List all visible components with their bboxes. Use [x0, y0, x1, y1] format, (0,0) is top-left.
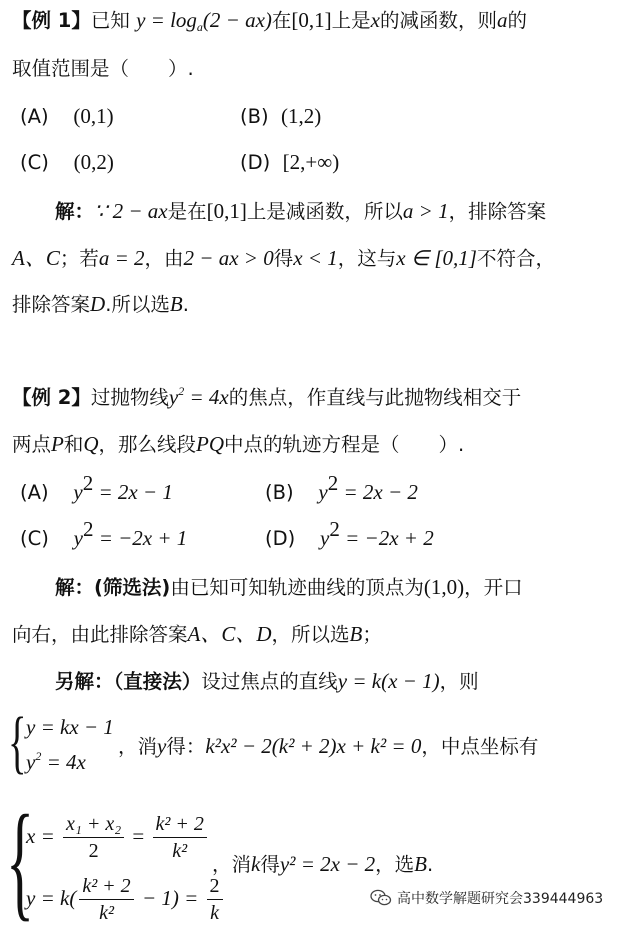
ex1-interval: [0,1]: [291, 8, 332, 32]
ex2-option-a: (A) $y^2 = 2x - 1$: [20, 471, 173, 504]
ex2-option-c: (C) $y^2 = -2x + 1$: [20, 517, 188, 550]
ex1-option-a: (A) (0,1): [20, 104, 114, 128]
ex1-tag: 【例 1】: [12, 9, 91, 32]
ex1-function: $y = \log_a(2 - ax)$: [136, 8, 272, 34]
watermark-text: 高中数学解题研究会339444963: [397, 891, 604, 907]
ex2-stem-line1: 【例 2】过抛物线$y^2 = 4x$的焦点，作直线与此抛物线相交于: [12, 384, 522, 409]
ex1-stem-line2: 取值范围是（ ）.: [12, 57, 194, 80]
ex1-solution-line2: A、C；若a = 2，由2 − ax > 0得x < 1，这与x ∈ [0,1]不符合，: [12, 246, 555, 270]
ex1-solution-head: 解：: [55, 200, 95, 223]
ex2-elimination-line: ，消y得：k²x² − 2(k² + 2)x + k² = 0，中点坐标有: [118, 734, 539, 758]
ex1-solution-line3: 排除答案D.所以选B.: [12, 292, 189, 316]
system2-row2: y = k( $\frac{\text{k² + 2}}{\text{k²}}$ − 1) = $\frac{2}{k}$: [26, 870, 226, 927]
fraction-k-expr: $\frac{\text{k² + 2}}{\text{k²}}$: [153, 811, 207, 864]
system1-row2: $y^2 = 4x$: [26, 749, 86, 774]
ex2-alt-solution-line1: 另解：（直接法）设过焦点的直线y = k(x − 1)，则: [55, 669, 479, 693]
ex2-solution-head: 解：: [55, 576, 95, 599]
ex1-option-d: (D) [2,+∞): [240, 150, 340, 174]
fraction-midpoint-x: $\frac{\text{x₁ + x₂}}{2}$: [63, 811, 124, 864]
ex1-option-b: (B) (1,2): [240, 104, 322, 128]
wechat-icon: [370, 889, 392, 907]
system1-brace: {: [8, 704, 27, 781]
fraction-k-expr-2: $\frac{\text{k² + 2}}{\text{k²}}$: [79, 873, 133, 926]
ex2-option-d: (D) $y^2 = -2x + 2$: [265, 517, 434, 550]
fraction-two-over-k: $\frac{2}{k}$: [207, 873, 223, 926]
system1-row1: y = kx − 1: [26, 715, 114, 739]
ex2-stem-line2: 两点P和Q，那么线段PQ中点的轨迹方程是（ ）.: [12, 432, 465, 456]
ex2-alt-solution-head: 另解：: [55, 670, 114, 693]
ex2-solution-line1: 解：(筛选法)由已知可知轨迹曲线的顶点为(1,0)，开口: [55, 575, 523, 599]
ex1-stem-line1: 【例 1】已知 $y = \log_a(2 - ax)$在[0,1]上是x的减函数，则a的: [12, 8, 528, 34]
ex2-tag: 【例 2】: [12, 386, 91, 409]
ex2-conclusion-line: ，消k得y² = 2x − 2，选B.: [212, 852, 434, 876]
watermark: [370, 888, 603, 908]
system2-row1: x = $\frac{\text{x₁ + x₂}}{2}$ = $\frac{\text{k² + 2}}{\text{k²}}$: [26, 808, 210, 865]
ex1-solution-line1: 解：∵ 2 − ax是在[0,1]上是减函数，所以a > 1，排除答案: [55, 199, 547, 223]
ex2-parabola: $y^2 = 4x$: [168, 384, 229, 409]
ex1-option-c: (C) (0,2): [20, 150, 114, 174]
ex2-solution-line2: 向右，由此排除答案A、C、D，所以选B；: [12, 622, 382, 646]
ex2-option-b: (B) $y^2 = 2x - 2$: [265, 471, 418, 504]
system2-brace: {: [6, 789, 35, 933]
